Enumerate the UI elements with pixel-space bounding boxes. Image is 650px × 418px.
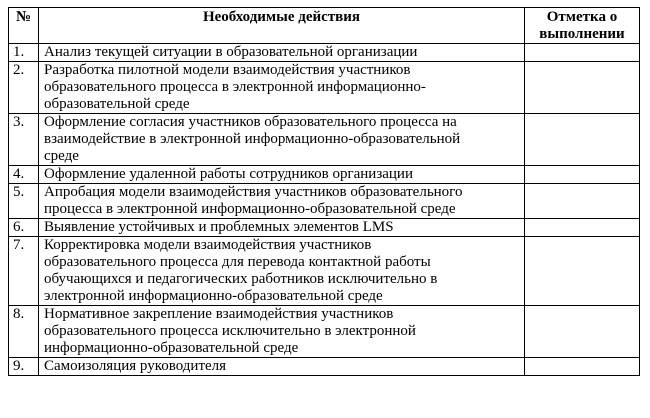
row-number: 2. bbox=[9, 62, 39, 114]
action-description bbox=[39, 237, 525, 306]
action-text-line: среде bbox=[44, 148, 79, 164]
header-completion-mark bbox=[525, 8, 640, 44]
table-body bbox=[9, 44, 640, 376]
action-text-line: Анализ текущей ситуации в образовательной организации bbox=[44, 44, 418, 60]
action-description bbox=[39, 306, 525, 358]
table-row bbox=[9, 62, 640, 114]
header-action: Необходимые действия bbox=[39, 8, 525, 44]
action-text-line: электронной информационно-образовательной среде bbox=[44, 288, 383, 304]
action-text-line: Разработка пилотной модели взаимодействия участников bbox=[44, 62, 411, 78]
action-text-line: информационно-образовательной среде bbox=[44, 340, 299, 356]
row-number: 4. bbox=[9, 166, 39, 184]
action-text-line: образовательной среде bbox=[44, 96, 190, 112]
completion-mark-cell bbox=[525, 219, 640, 237]
action-description bbox=[39, 114, 525, 166]
row-number: 6. bbox=[9, 219, 39, 237]
action-text-line: Оформление удаленной работы сотрудников организации bbox=[44, 166, 413, 182]
action-text-line: Корректировка модели взаимодействия участников bbox=[44, 237, 372, 253]
action-text-line: Нормативное закрепление взаимодействия участников bbox=[44, 306, 394, 322]
table-row bbox=[9, 184, 640, 219]
table-row bbox=[9, 44, 640, 62]
row-number: 9. bbox=[9, 358, 39, 376]
table-row bbox=[9, 237, 640, 306]
action-text-line: процесса в электронной информационно-образовательной среде bbox=[44, 201, 456, 217]
row-number: 3. bbox=[9, 114, 39, 166]
completion-mark-cell bbox=[525, 44, 640, 62]
completion-mark-cell bbox=[525, 62, 640, 114]
completion-mark-cell bbox=[525, 184, 640, 219]
action-text-line: Выявление устойчивых и проблемных элементов LMS bbox=[44, 219, 394, 235]
action-description bbox=[39, 62, 525, 114]
completion-mark-cell bbox=[525, 358, 640, 376]
action-description bbox=[39, 219, 525, 237]
header-row bbox=[9, 8, 640, 44]
action-description bbox=[39, 358, 525, 376]
completion-mark-cell bbox=[525, 306, 640, 358]
row-number: 7. bbox=[9, 237, 39, 306]
completion-mark-cell bbox=[525, 166, 640, 184]
table-row bbox=[9, 114, 640, 166]
header-number: № bbox=[9, 8, 39, 44]
row-number: 5. bbox=[9, 184, 39, 219]
action-plan-table bbox=[8, 7, 640, 376]
action-description bbox=[39, 44, 525, 62]
action-text-line: образовательного процесса исключительно в электронной bbox=[44, 323, 416, 339]
row-number: 8. bbox=[9, 306, 39, 358]
action-text-line: Апробация модели взаимодействия участников образовательного bbox=[44, 184, 463, 200]
header-completion-mark-line2: выполнении bbox=[539, 26, 625, 42]
action-text-line: обучающихся и педагогических работников исключительно в bbox=[44, 271, 438, 287]
table-row bbox=[9, 358, 640, 376]
row-number: 1. bbox=[9, 44, 39, 62]
action-text-line: образовательного процесса для перевода контактной работы bbox=[44, 254, 431, 270]
action-text-line: Оформление согласия участников образовательного процесса на bbox=[44, 114, 457, 130]
action-text-line: образовательного процесса в электронной информационно- bbox=[44, 79, 426, 95]
table-row bbox=[9, 219, 640, 237]
action-description bbox=[39, 166, 525, 184]
completion-mark-cell bbox=[525, 237, 640, 306]
action-text-line: Самоизоляция руководителя bbox=[44, 358, 227, 374]
table-row bbox=[9, 306, 640, 358]
completion-mark-cell bbox=[525, 114, 640, 166]
action-text-line: взаимодействие в электронной информационно-образовательной bbox=[44, 131, 461, 147]
action-description bbox=[39, 184, 525, 219]
table-row bbox=[9, 166, 640, 184]
header-completion-mark-line1: Отметка о bbox=[546, 9, 618, 25]
